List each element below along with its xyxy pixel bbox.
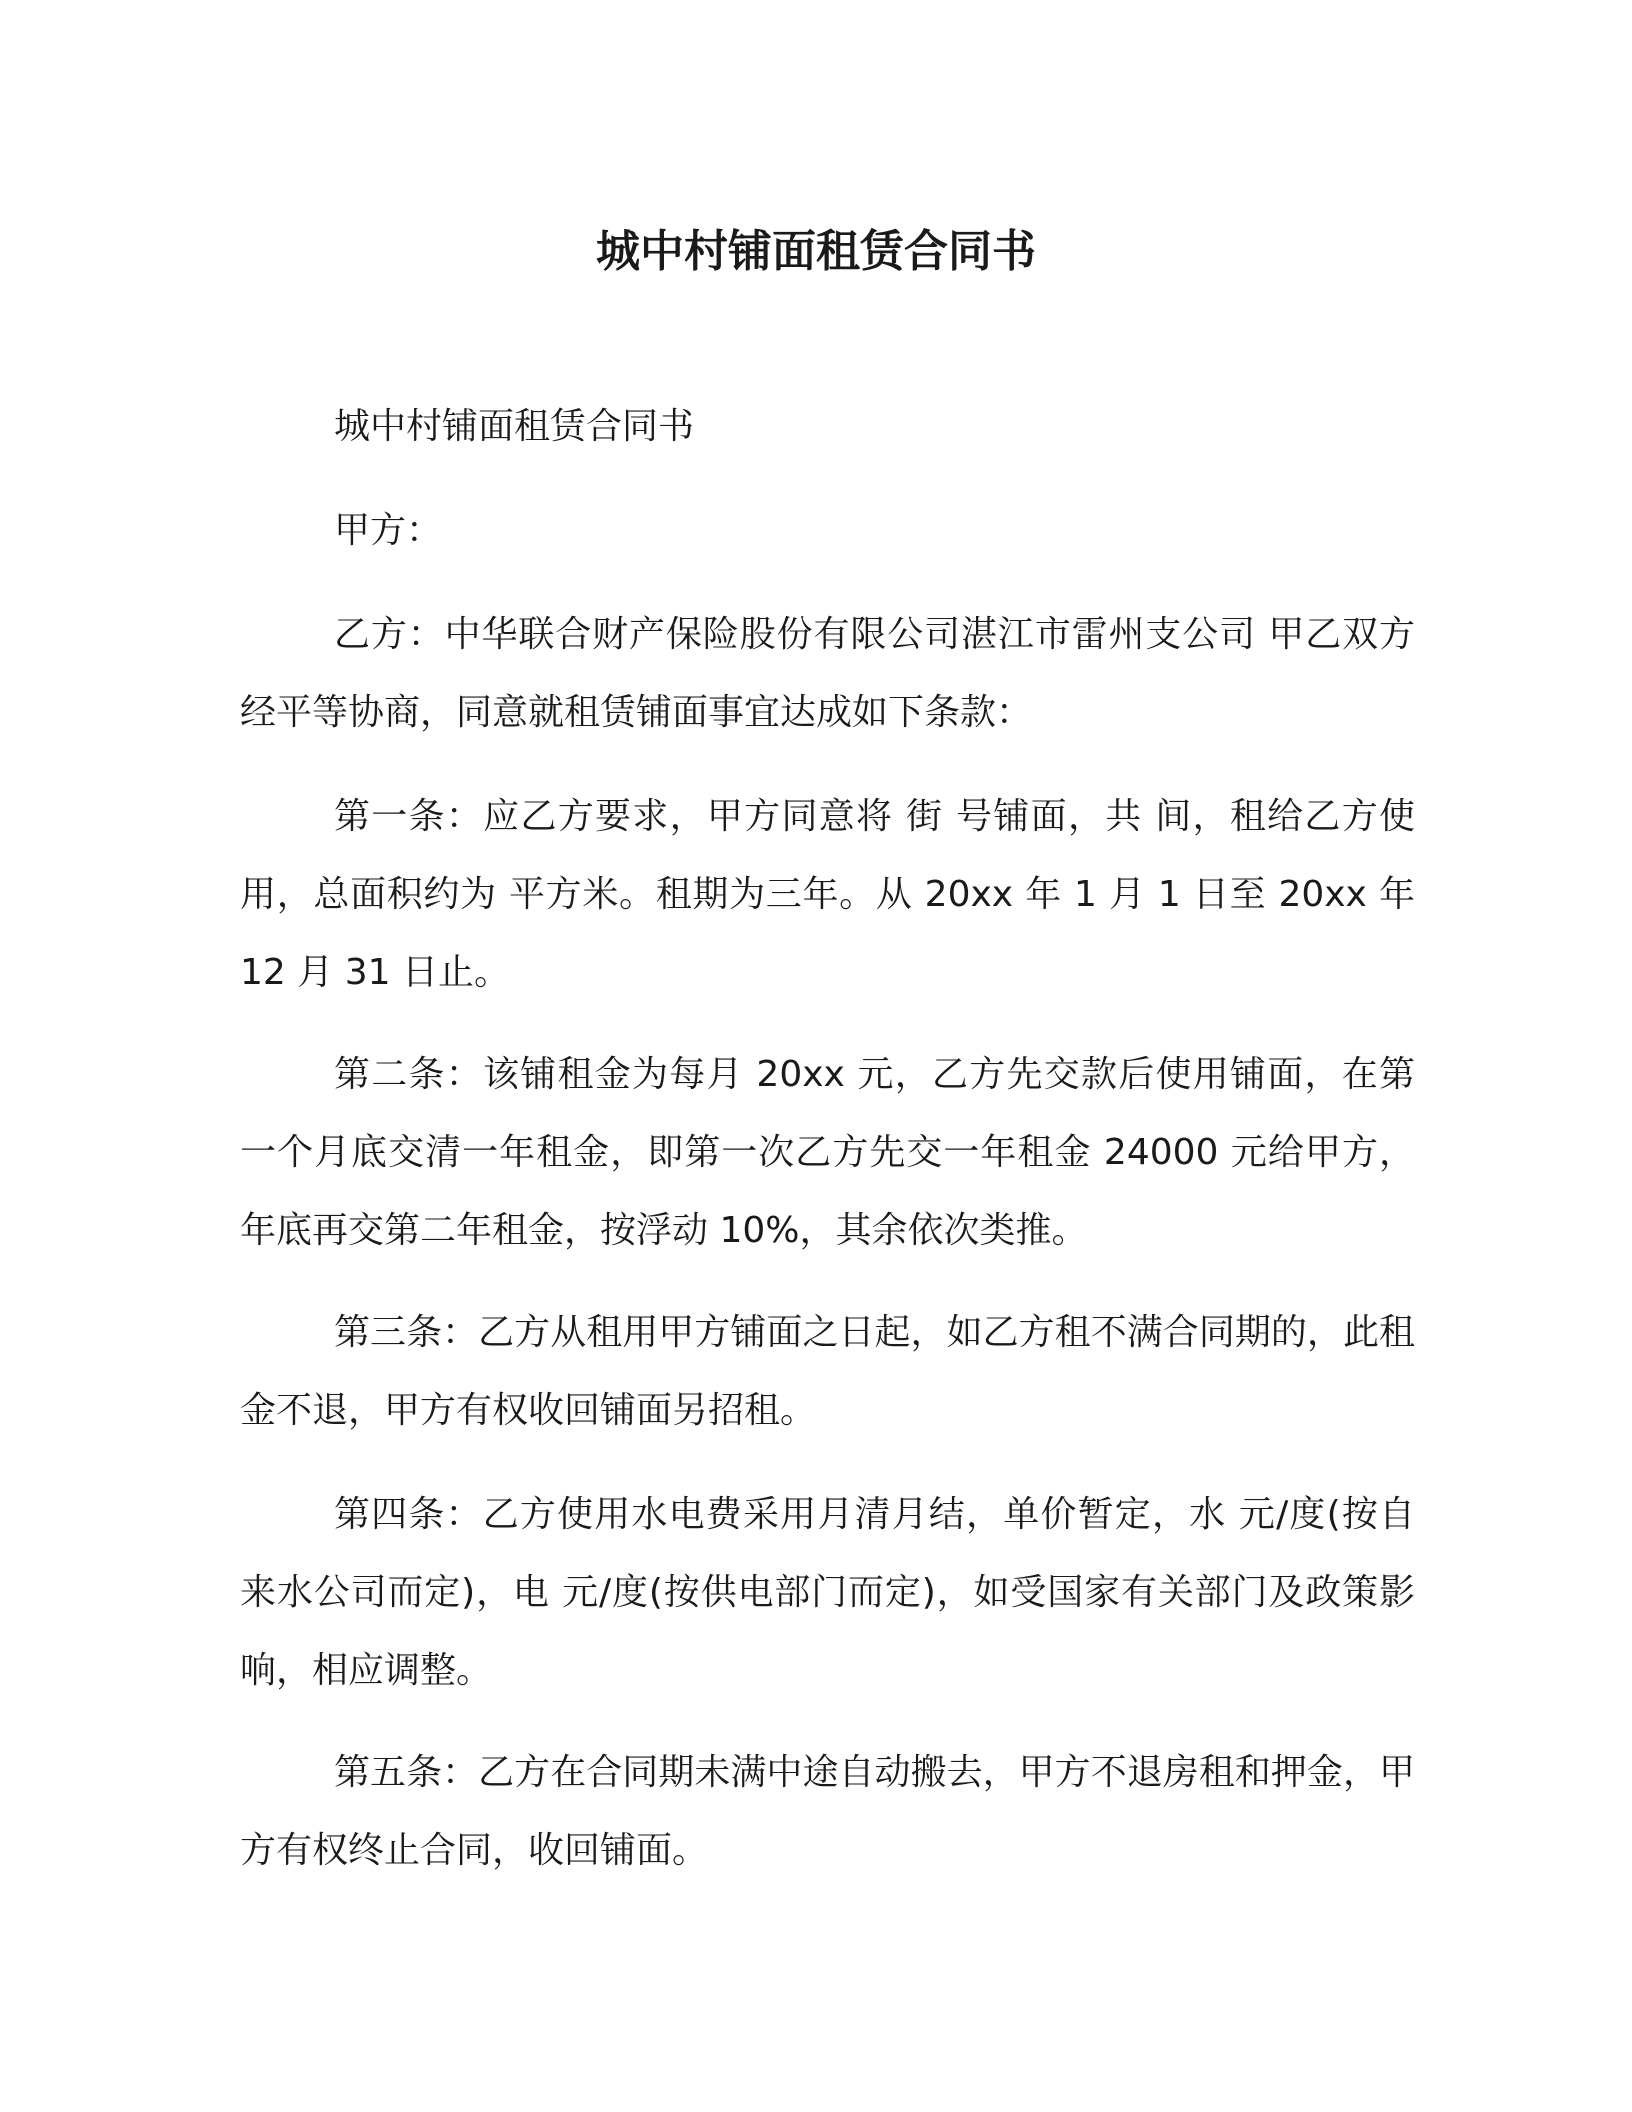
article-4: 第四条：乙方使用水电费采用月清月结，单价暂定，水 元/度(按自来水公司而定)，电 元/度(按供电部门而定)，如受国家有关部门及政策影响，相应调整。: [240, 1494, 1415, 1691]
article-5: 第五条：乙方在合同期未满中途自动搬去，甲方不退房租和押金，甲方有权终止合同，收回铺面。: [240, 1752, 1415, 1871]
document-subtitle: 城中村铺面租赁合同书: [334, 406, 695, 447]
document-title: 城中村铺面租赁合同书: [596, 226, 1036, 277]
article-1: 第一条：应乙方要求，甲方同意将 街 号铺面，共 间，租给乙方使用，总面积约为 平方米。租期为三年。从 20xx 年 1 月 1 日至 20xx 年 12 月 31 日止。: [240, 796, 1415, 993]
article-2: 第二条：该铺租金为每月 20xx 元，乙方先交款后使用铺面，在第一个月底交清一年租金，即第一次乙方先交一年租金 24000 元给甲方，年底再交第二年租金，按浮动 10%，其余依次类推。: [240, 1054, 1415, 1251]
article-3: 第三条：乙方从租用甲方铺面之日起，如乙方租不满合同期的，此租金不退，甲方有权收回铺面另招租。: [240, 1312, 1415, 1431]
party-a-line: 甲方：: [334, 510, 443, 551]
party-b-paragraph: 乙方：中华联合财产保险股份有限公司湛江市雷州支公司 甲乙双方经平等协商，同意就租赁铺面事宜达成如下条款：: [240, 614, 1415, 733]
